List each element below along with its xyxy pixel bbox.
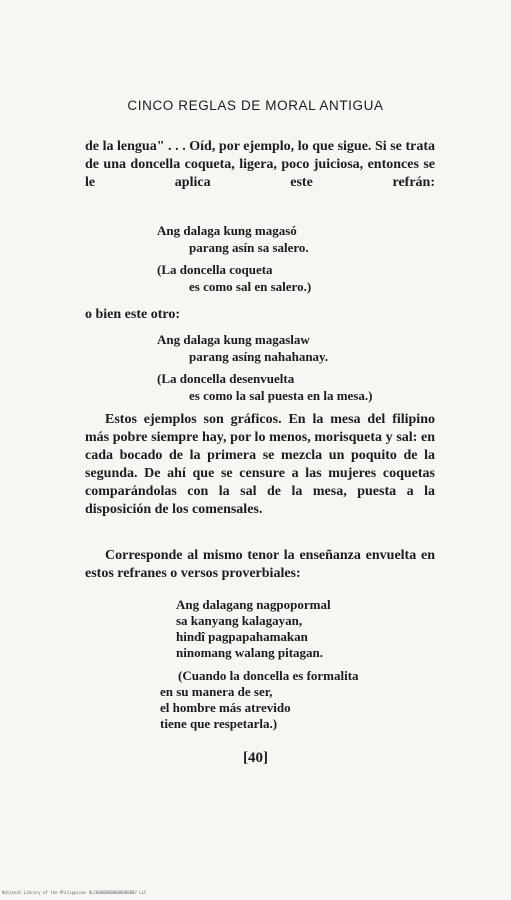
verse-line: Ang dalaga kung magaslaw — [157, 332, 310, 347]
verse-line: parang asíng nahahanay. — [189, 348, 329, 364]
verse-line: (Cuando la doncella es formalita — [178, 668, 359, 683]
verse-line: en su manera de ser, — [160, 684, 273, 699]
verse-line: sa kanyang kalagayan, — [176, 613, 303, 628]
running-header: CINCO REGLAS DE MORAL ANTIGUA — [127, 98, 384, 113]
verse-line: Ang dalaga kung magasó — [157, 223, 297, 238]
verse-line: tiene que respetarla.) — [160, 716, 278, 731]
scan-footer: National Library of the Philippines ULC00000000000000007 LLC — [2, 890, 147, 895]
paragraph-intro: de la lengua" . . . Oíd, por ejemplo, lo que sigue. Si se trata de una doncella coqueta, ligera, poco juiciosa, entonces se le aplica este refrán: — [85, 139, 435, 190]
verse-line: (La doncella desenvuelta — [157, 371, 295, 386]
verse-tagalog-3 — [176, 597, 331, 661]
verse-line: hindî pagpapahamakan — [176, 629, 308, 644]
transition-text: o bien este otro: — [85, 307, 180, 322]
verse-tagalog-2 — [157, 332, 328, 365]
verse-tagalog-1 — [157, 223, 309, 256]
verse-line: ninomang walang pitagan. — [176, 645, 324, 660]
verse-line: Ang dalagang nagpopormal — [176, 597, 331, 612]
verse-spanish-2 — [157, 371, 372, 404]
verse-line: el hombre más atrevido — [160, 700, 291, 715]
verse-spanish-1 — [157, 262, 311, 295]
verse-spanish-3 — [160, 668, 359, 732]
verse-line: es como la sal puesta en la mesa.) — [189, 387, 373, 403]
verse-line: es como sal en salero.) — [189, 278, 312, 294]
verse-line: (La doncella coqueta — [157, 262, 273, 277]
paragraph-proverbs: Corresponde al mismo tenor la enseñanza envuelta en estos refranes o versos proverbiales: — [85, 548, 435, 581]
page-number: [40] — [243, 750, 268, 766]
paragraph-examples: Estos ejemplos son gráficos. En la mesa del filipino más pobre siempre hay, por lo menos, morisqueta y sal: en cada bocado de la primera se mezcla un poquito de la segunda. De ahí que se censure a las mujeres coquetas comparándolas con la sal de la mesa, puesta a la disposición de los comensales. — [85, 412, 435, 517]
verse-line: parang asín sa salero. — [189, 239, 309, 255]
